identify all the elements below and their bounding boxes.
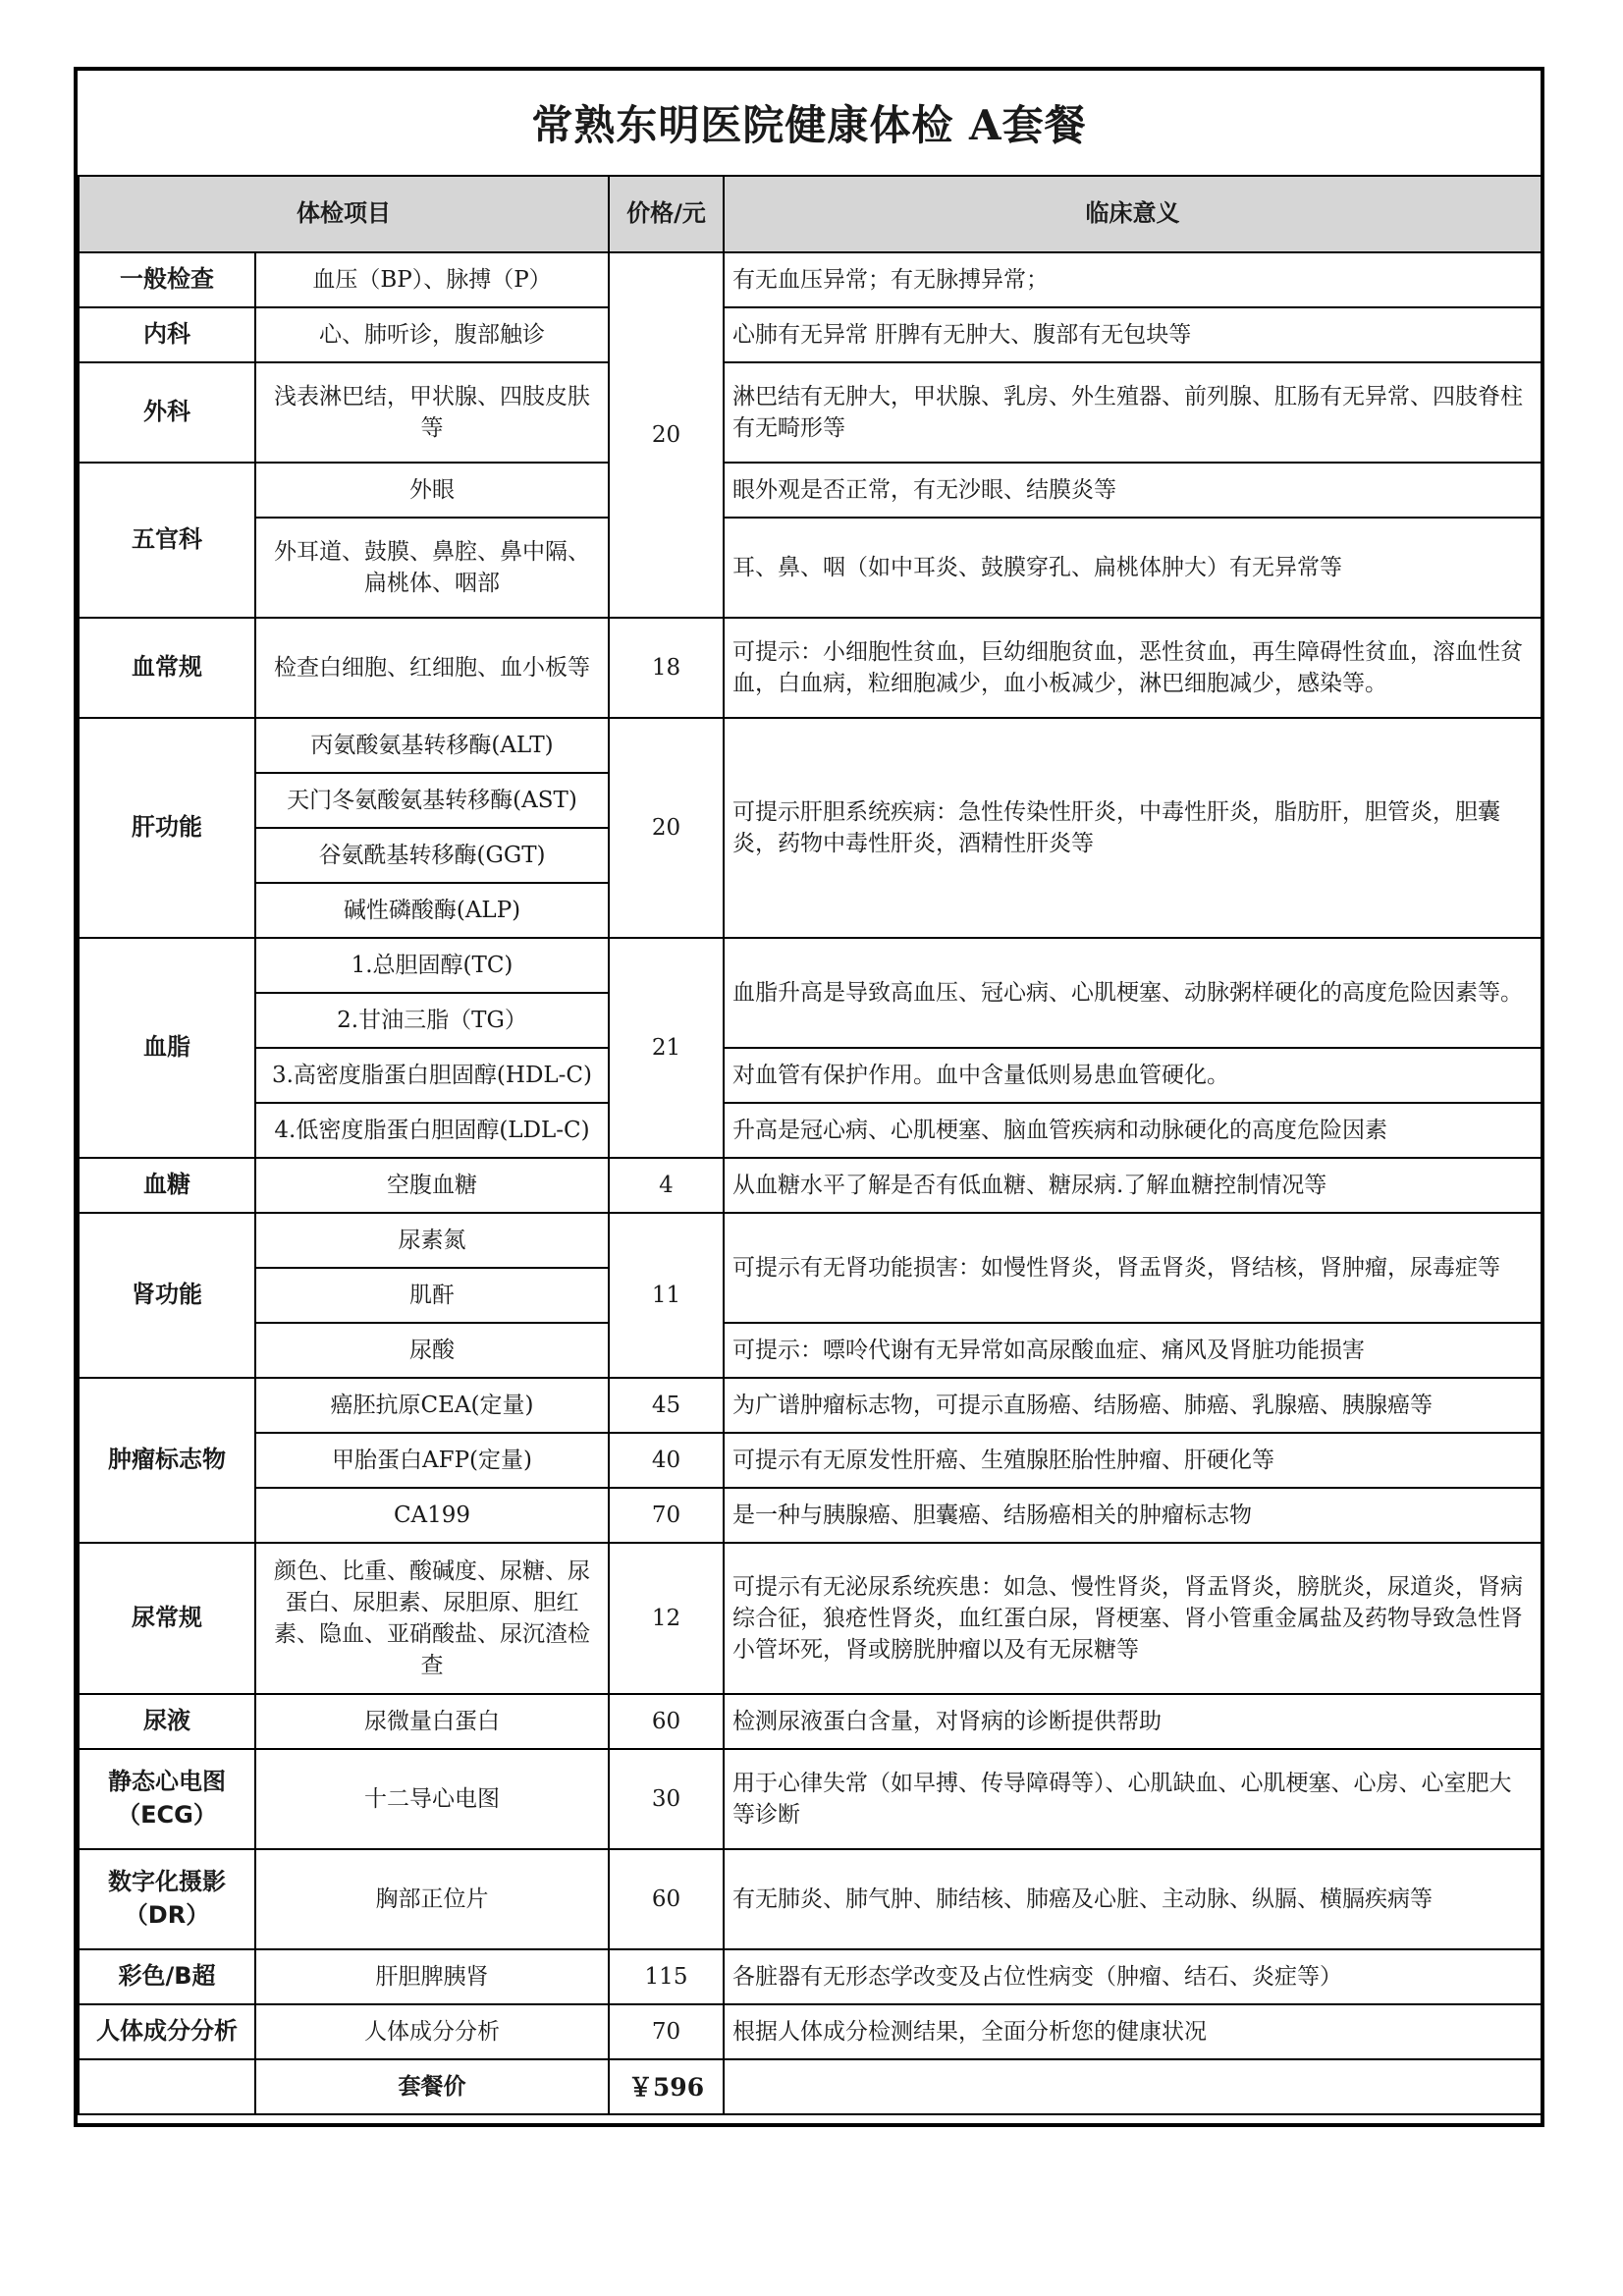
category-cell: 尿液	[79, 1694, 255, 1749]
item-cell: 颜色、比重、酸碱度、尿糖、尿蛋白、尿胆素、尿胆原、胆红素、隐血、亚硝酸盐、尿沉渣检查	[255, 1543, 609, 1694]
meaning-cell: 心肺有无异常 肝脾有无肿大、腹部有无包块等	[724, 307, 1542, 362]
table-row	[79, 1103, 1542, 1158]
empty-cell	[724, 2059, 1542, 2114]
price-cell: 70	[609, 1488, 724, 1543]
table-row	[79, 463, 1542, 518]
table-header-row	[79, 176, 1542, 252]
item-cell: 浅表淋巴结，甲状腺、四肢皮肤等	[255, 362, 609, 463]
price-cell: 20	[609, 252, 724, 618]
price-cell: 21	[609, 938, 724, 1158]
meaning-cell: 可提示有无泌尿系统疾患：如急、慢性肾炎，肾盂肾炎，膀胱炎，尿道炎，肾病综合征，狼疮性肾炎，血红蛋白尿，肾梗塞、肾小管重金属盐及药物导致急性肾小管坏死，肾或膀胱肿瘤以及有无尿糖等	[724, 1543, 1542, 1694]
item-cell: 胸部正位片	[255, 1849, 609, 1949]
header-meaning: 临床意义	[724, 176, 1542, 252]
price-cell: 30	[609, 1749, 724, 1849]
price-cell: 18	[609, 618, 724, 718]
table-row	[79, 518, 1542, 618]
category-cell: 肿瘤标志物	[79, 1378, 255, 1543]
category-cell: 血常规	[79, 618, 255, 718]
page-title: 常熟东明医院健康体检 A套餐	[531, 101, 1087, 149]
price-cell: 12	[609, 1543, 724, 1694]
total-row	[79, 2059, 1542, 2114]
category-cell: 数字化摄影（DR）	[79, 1849, 255, 1949]
item-cell: 1.总胆固醇(TC)	[255, 938, 609, 993]
table-row	[79, 1949, 1542, 2004]
table-row	[79, 1543, 1542, 1694]
category-cell: 五官科	[79, 463, 255, 618]
category-cell: 一般检查	[79, 252, 255, 307]
table-row	[79, 252, 1542, 307]
category-cell: 内科	[79, 307, 255, 362]
item-cell: 2.甘油三脂（TG）	[255, 993, 609, 1048]
category-cell: 血脂	[79, 938, 255, 1158]
item-cell: 天门冬氨酸氨基转移酶(AST)	[255, 773, 609, 828]
category-cell: 人体成分分析	[79, 2004, 255, 2059]
price-cell: 11	[609, 1213, 724, 1378]
item-cell: 丙氨酸氨基转移酶(ALT)	[255, 718, 609, 773]
category-cell: 血糖	[79, 1158, 255, 1213]
item-cell: 尿酸	[255, 1323, 609, 1378]
meaning-cell: 可提示：嘌呤代谢有无异常如高尿酸血症、痛风及肾脏功能损害	[724, 1323, 1542, 1378]
table-row	[79, 362, 1542, 463]
table-row	[79, 1694, 1542, 1749]
meaning-cell: 根据人体成分检测结果，全面分析您的健康状况	[724, 2004, 1542, 2059]
price-cell: 45	[609, 1378, 724, 1433]
table-row	[79, 1488, 1542, 1543]
meaning-cell: 可提示：小细胞性贫血，巨幼细胞贫血，恶性贫血，再生障碍性贫血，溶血性贫血，白血病，粒细胞减少，血小板减少，淋巴细胞减少，感染等。	[724, 618, 1542, 718]
price-cell: 115	[609, 1949, 724, 2004]
meaning-cell: 可提示肝胆系统疾病：急性传染性肝炎，中毒性肝炎，脂肪肝，胆管炎，胆囊炎，药物中毒性肝炎，酒精性肝炎等	[724, 718, 1542, 938]
item-cell: 血压（BP）、脉搏（P）	[255, 252, 609, 307]
price-cell: 4	[609, 1158, 724, 1213]
table-row	[79, 1213, 1542, 1268]
price-cell: 20	[609, 718, 724, 938]
item-cell: 检查白细胞、红细胞、血小板等	[255, 618, 609, 718]
item-cell: 4.低密度脂蛋白胆固醇(LDL-C)	[255, 1103, 609, 1158]
table-row	[79, 1378, 1542, 1433]
item-cell: 肌酐	[255, 1268, 609, 1323]
table-row	[79, 2004, 1542, 2059]
meaning-cell: 有无肺炎、肺气肿、肺结核、肺癌及心脏、主动脉、纵膈、横膈疾病等	[724, 1849, 1542, 1949]
category-cell: 肾功能	[79, 1213, 255, 1378]
item-cell: 尿素氮	[255, 1213, 609, 1268]
meaning-cell: 有无血压异常；有无脉搏异常；	[724, 252, 1542, 307]
price-cell: 60	[609, 1849, 724, 1949]
item-cell: 甲胎蛋白AFP(定量)	[255, 1433, 609, 1488]
category-cell: 肝功能	[79, 718, 255, 938]
empty-cell	[79, 2059, 255, 2114]
table-row	[79, 1749, 1542, 1849]
table-row	[79, 1048, 1542, 1103]
item-cell: 谷氨酰基转移酶(GGT)	[255, 828, 609, 883]
table-row	[79, 1158, 1542, 1213]
table-row	[79, 307, 1542, 362]
exam-table	[78, 175, 1542, 2115]
meaning-cell: 从血糖水平了解是否有低血糖、糖尿病.了解血糖控制情况等	[724, 1158, 1542, 1213]
meaning-cell: 各脏器有无形态学改变及占位性病变（肿瘤、结石、炎症等）	[724, 1949, 1542, 2004]
category-cell: 外科	[79, 362, 255, 463]
item-cell: 3.高密度脂蛋白胆固醇(HDL-C)	[255, 1048, 609, 1103]
item-cell: 外耳道、鼓膜、鼻腔、鼻中隔、扁桃体、咽部	[255, 518, 609, 618]
category-cell: 彩色/B超	[79, 1949, 255, 2004]
meaning-cell: 检测尿液蛋白含量，对肾病的诊断提供帮助	[724, 1694, 1542, 1749]
meaning-cell: 对血管有保护作用。血中含量低则易患血管硬化。	[724, 1048, 1542, 1103]
meaning-cell: 是一种与胰腺癌、胆囊癌、结肠癌相关的肿瘤标志物	[724, 1488, 1542, 1543]
meaning-cell: 血脂升高是导致高血压、冠心病、心肌梗塞、动脉粥样硬化的高度危险因素等。	[724, 938, 1542, 1048]
header-price: 价格/元	[609, 176, 724, 252]
category-cell: 静态心电图（ECG）	[79, 1749, 255, 1849]
item-cell: 癌胚抗原CEA(定量)	[255, 1378, 609, 1433]
table-row	[79, 718, 1542, 773]
total-price: ￥596	[609, 2059, 724, 2114]
total-label: 套餐价	[255, 2059, 609, 2114]
item-cell: 人体成分分析	[255, 2004, 609, 2059]
meaning-cell: 升高是冠心病、心肌梗塞、脑血管疾病和动脉硬化的高度危险因素	[724, 1103, 1542, 1158]
table-row	[79, 938, 1542, 993]
item-cell: 空腹血糖	[255, 1158, 609, 1213]
meaning-cell: 淋巴结有无肿大，甲状腺、乳房、外生殖器、前列腺、肛肠有无异常、四肢脊柱有无畸形等	[724, 362, 1542, 463]
price-cell: 70	[609, 2004, 724, 2059]
item-cell: 肝胆脾胰肾	[255, 1949, 609, 2004]
category-cell: 尿常规	[79, 1543, 255, 1694]
item-cell: 碱性磷酸酶(ALP)	[255, 883, 609, 938]
item-cell: 心、肺听诊，腹部触诊	[255, 307, 609, 362]
price-cell: 40	[609, 1433, 724, 1488]
price-cell: 60	[609, 1694, 724, 1749]
meaning-cell: 为广谱肿瘤标志物，可提示直肠癌、结肠癌、肺癌、乳腺癌、胰腺癌等	[724, 1378, 1542, 1433]
item-cell: CA199	[255, 1488, 609, 1543]
table-row	[79, 1323, 1542, 1378]
meaning-cell: 可提示有无原发性肝癌、生殖腺胚胎性肿瘤、肝硬化等	[724, 1433, 1542, 1488]
table-row	[79, 1849, 1542, 1949]
table-row	[79, 1433, 1542, 1488]
meaning-cell: 用于心律失常（如早搏、传导障碍等）、心肌缺血、心肌梗塞、心房、心室肥大等诊断	[724, 1749, 1542, 1849]
table-row	[79, 618, 1542, 718]
exam-package-sheet	[74, 67, 1544, 2127]
meaning-cell: 眼外观是否正常，有无沙眼、结膜炎等	[724, 463, 1542, 518]
item-cell: 尿微量白蛋白	[255, 1694, 609, 1749]
item-cell: 外眼	[255, 463, 609, 518]
meaning-cell: 可提示有无肾功能损害：如慢性肾炎，肾盂肾炎，肾结核，肾肿瘤，尿毒症等	[724, 1213, 1542, 1323]
item-cell: 十二导心电图	[255, 1749, 609, 1849]
meaning-cell: 耳、鼻、咽（如中耳炎、鼓膜穿孔、扁桃体肿大）有无异常等	[724, 518, 1542, 618]
header-item: 体检项目	[79, 176, 609, 252]
